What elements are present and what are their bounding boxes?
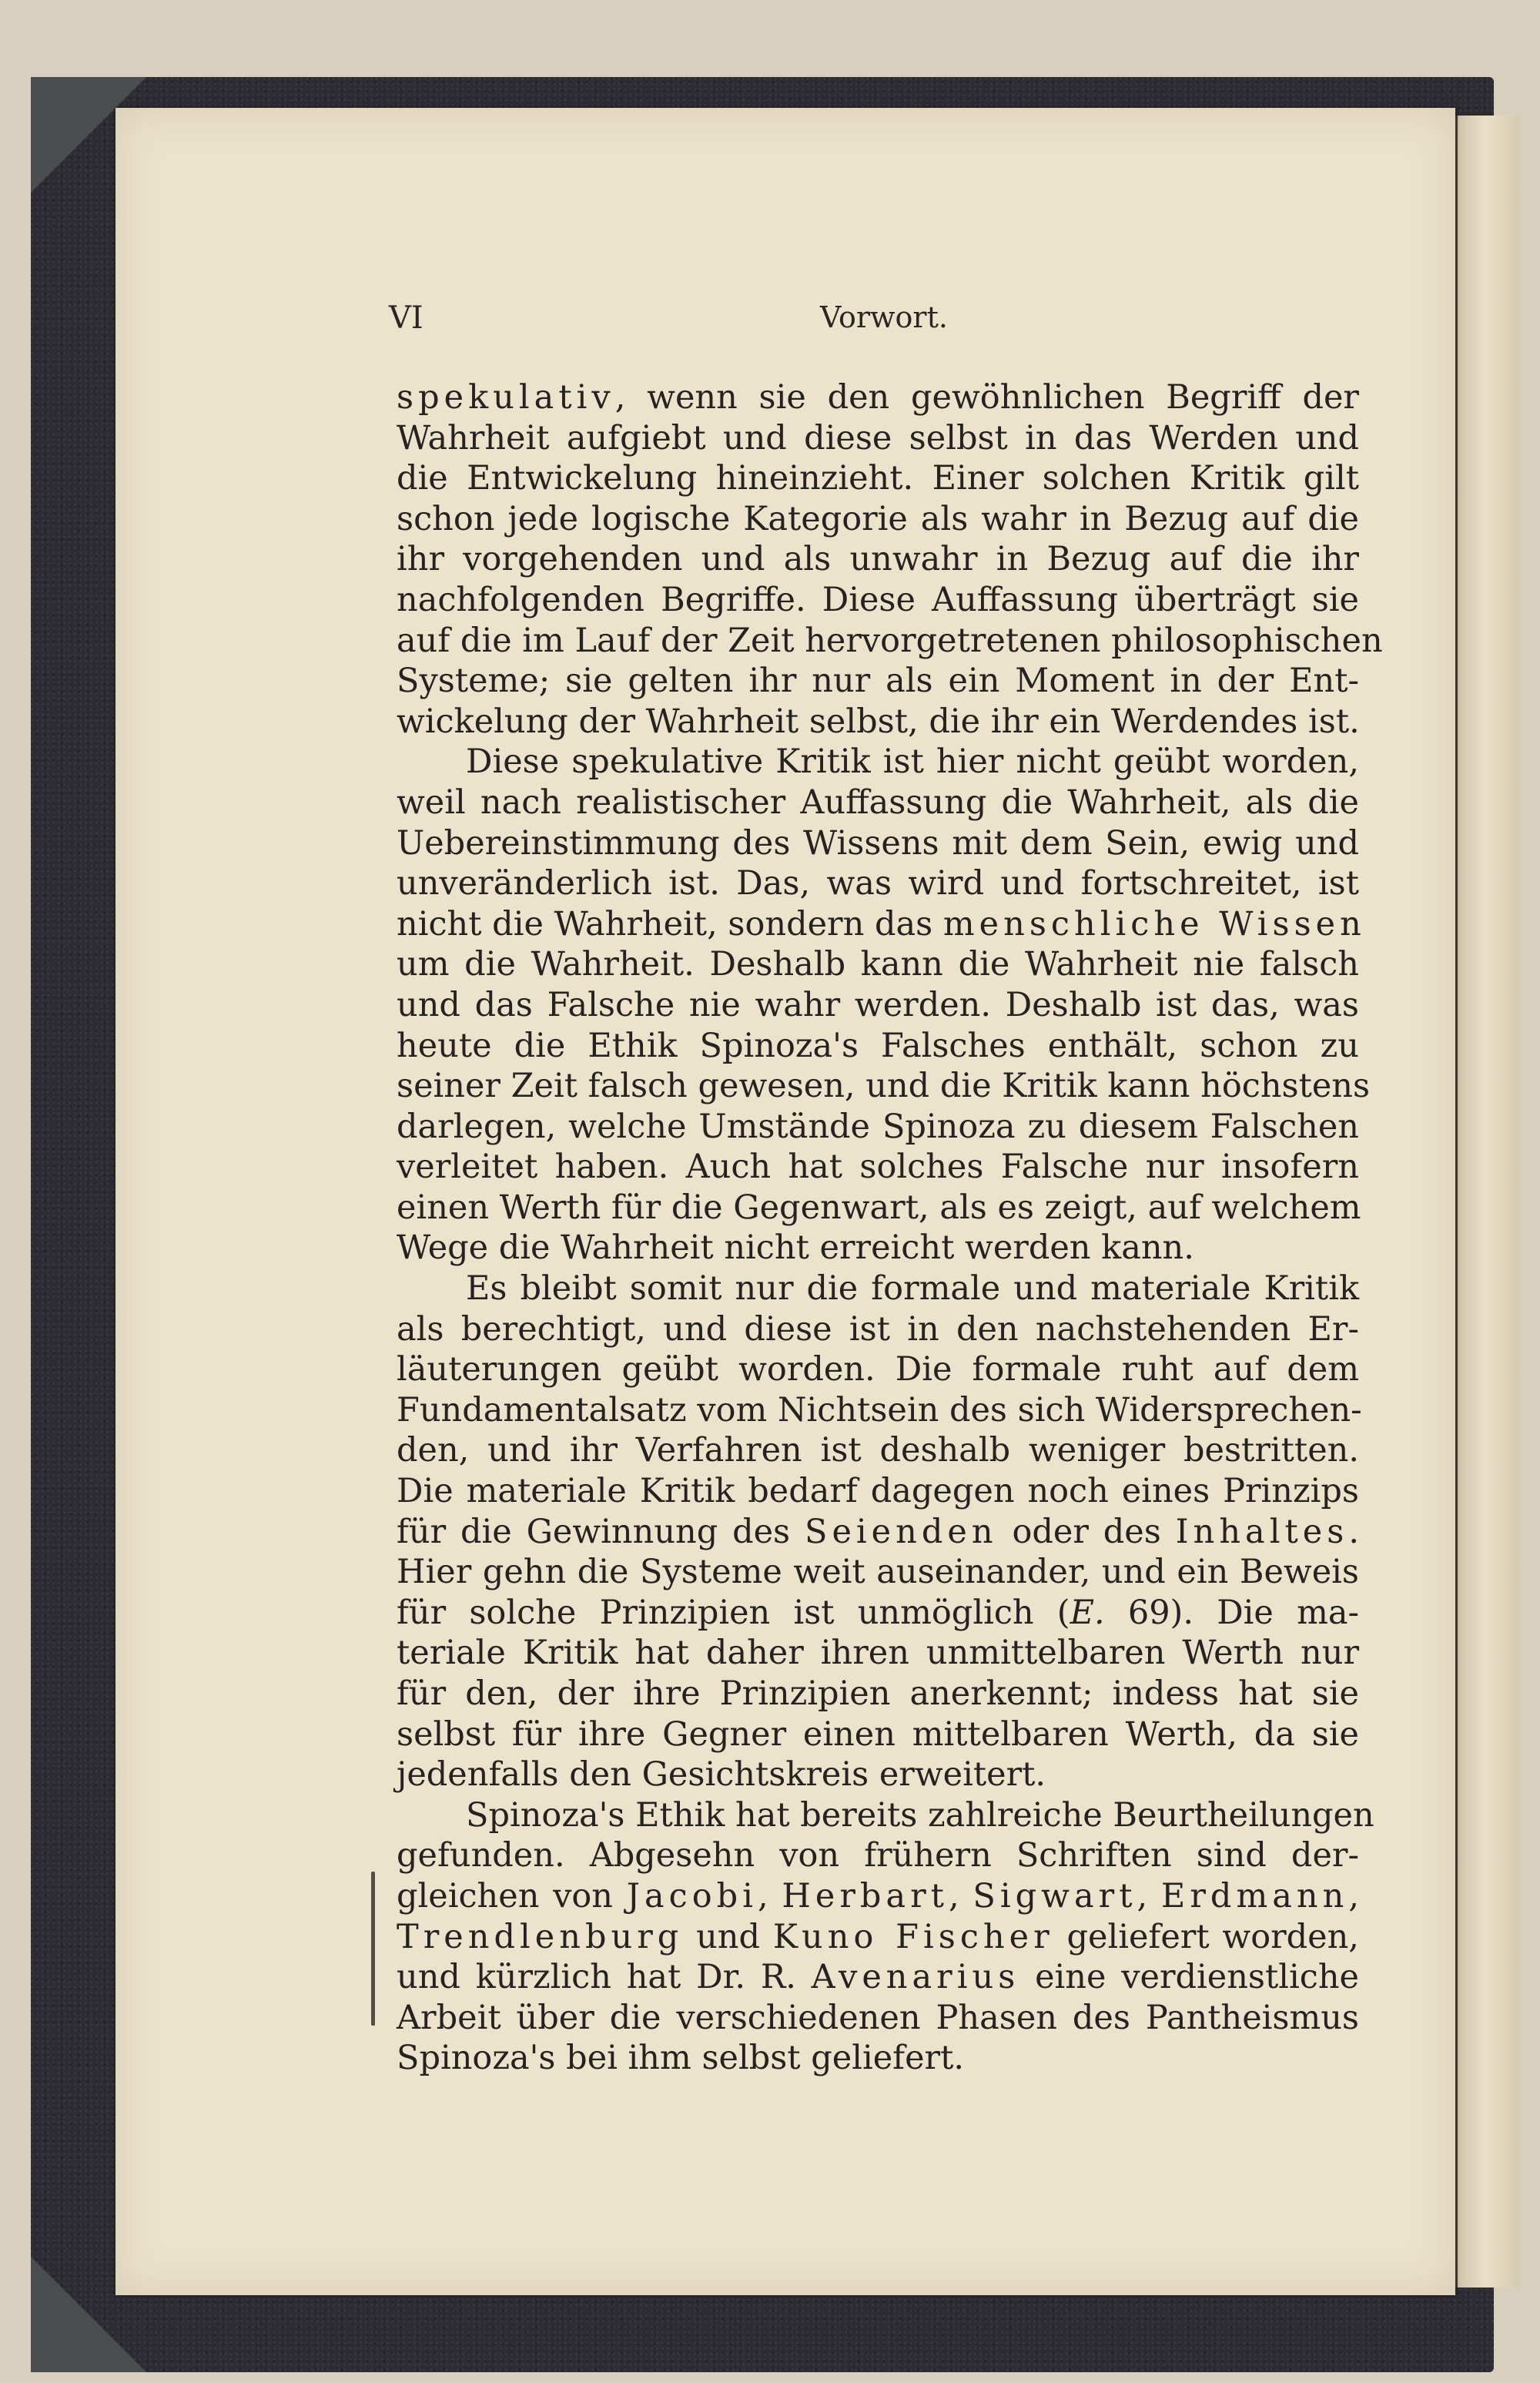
text-run: verleitet haben. Auch hat solches Falsche nur insofern xyxy=(397,1148,1359,1187)
text-run: gleichen von xyxy=(397,1876,627,1915)
spaced-emphasis: Seienden xyxy=(804,1512,998,1551)
text-run: seiner Zeit falsch gewesen, und die Kritik kann höchstens xyxy=(397,1067,1371,1106)
text-run: E. xyxy=(1070,1593,1105,1632)
text-line xyxy=(397,2038,1359,2079)
text-line xyxy=(397,1957,1359,1998)
text-run: Spinoza's bei ihm selbst geliefert. xyxy=(397,2039,965,2078)
text-run: Diese spekulative Kritik ist hier nicht geübt worden, xyxy=(466,742,1359,782)
text-run: oder des xyxy=(997,1512,1176,1551)
text-line xyxy=(397,1552,1359,1593)
text-run: Wege die Wahrheit nicht erreicht werden kann. xyxy=(397,1228,1194,1268)
spaced-emphasis: Erdmann xyxy=(1160,1876,1349,1915)
spaced-emphasis: Herbart xyxy=(782,1876,949,1915)
text-line xyxy=(397,1755,1359,1795)
text-run: als berechtigt, und diese ist in den nachstehenden Er- xyxy=(397,1309,1359,1349)
text-run: , xyxy=(948,1876,973,1915)
text-line xyxy=(397,1390,1362,1431)
text-run: für solche Prinzipien ist unmöglich ( xyxy=(397,1593,1070,1632)
text-line xyxy=(397,499,1359,540)
text-run: geliefert worden, xyxy=(1053,1917,1359,1956)
text-run: Arbeit über die verschiedenen Phasen des Pantheismus xyxy=(397,1998,1359,2037)
text-run: auf die im Lauf der Zeit hervorgetretenen philosophischen xyxy=(397,621,1383,660)
text-run: und das Falsche nie wahr werden. Deshalb ist das, was xyxy=(397,985,1359,1024)
spaced-emphasis: Trendlenburg xyxy=(397,1917,684,1956)
paragraph xyxy=(397,742,1371,1269)
text-line xyxy=(397,1107,1359,1148)
text-line xyxy=(397,1349,1359,1390)
text-line xyxy=(397,1512,1359,1553)
text-run: die Entwickelung hineinzieht. Einer solchen Kritik gilt xyxy=(397,459,1359,498)
text-line xyxy=(397,1633,1359,1674)
text-run: Systeme; sie gelten ihr nur als ein Moment in der Ent- xyxy=(397,662,1359,701)
text-line xyxy=(397,1795,1374,1836)
text-line xyxy=(397,702,1359,742)
text-run: für die Gewinnung des xyxy=(397,1512,805,1551)
text-run: Fundamentalsatz vom Nichtsein des sich Widersprechen- xyxy=(397,1390,1362,1429)
text-run: , xyxy=(1348,1876,1360,1915)
text-line xyxy=(397,458,1359,499)
text-run: ihr vorgehenden und als unwahr in Bezug auf die ihr xyxy=(397,540,1359,579)
text-run: den, und ihr Verfahren ist deshalb weniger bestritten. xyxy=(397,1431,1359,1470)
spaced-emphasis: menschliche Wissen xyxy=(942,904,1366,943)
spaced-emphasis: Jacobi xyxy=(626,1876,758,1915)
text-line xyxy=(397,1917,1359,1958)
text-line xyxy=(397,621,1383,662)
text-line xyxy=(397,1228,1359,1269)
text-run: , wenn sie den gewöhnlichen Begriff der xyxy=(614,378,1359,417)
text-line xyxy=(397,1593,1359,1634)
text-line xyxy=(397,1714,1359,1755)
text-run: darlegen, welche Umstände Spinoza zu diesem Falschen xyxy=(397,1107,1359,1146)
text-line xyxy=(397,944,1359,985)
body-text xyxy=(397,377,1383,2079)
text-line xyxy=(397,1674,1359,1714)
text-run: und kürzlich hat Dr. R. xyxy=(397,1958,812,1997)
text-line xyxy=(397,1147,1359,1188)
text-line xyxy=(397,1835,1359,1876)
text-run: Wahrheit aufgiebt und diese selbst in das Werden und xyxy=(397,418,1359,457)
text-line xyxy=(397,1876,1359,1917)
text-run: selbst für ihre Gegner einen mittelbaren Werth, da sie xyxy=(397,1714,1359,1754)
text-line xyxy=(397,985,1359,1026)
text-line xyxy=(397,1066,1371,1107)
text-run: jedenfalls den Gesichtskreis erweitert. xyxy=(397,1755,1046,1795)
text-run: 69). Die ma- xyxy=(1104,1593,1360,1632)
text-line xyxy=(397,1309,1359,1350)
text-run: nicht die Wahrheit, sondern das xyxy=(397,904,943,943)
spaced-emphasis: Sigwart xyxy=(973,1876,1137,1915)
text-run: Es bleibt somit nur die formale und materiale Kritik xyxy=(466,1269,1359,1309)
text-run: und xyxy=(683,1917,773,1956)
text-line xyxy=(397,1998,1359,2039)
spaced-emphasis: Inhaltes xyxy=(1175,1512,1349,1551)
text-run: eine verdienstliche xyxy=(1019,1958,1359,1997)
spaced-emphasis: Kuno Fischer xyxy=(772,1917,1054,1956)
text-line xyxy=(397,539,1359,580)
text-line xyxy=(397,783,1359,823)
spaced-emphasis: spekulativ xyxy=(397,378,615,417)
text-run: Die materiale Kritik bedarf dagegen noch eines Prinzips xyxy=(397,1472,1359,1511)
text-line xyxy=(397,823,1359,864)
text-run: gefunden. Abgesehn von frühern Schriften sind der- xyxy=(397,1836,1359,1875)
text-run: Spinoza's Ethik hat bereits zahlreiche Beurtheilungen xyxy=(466,1795,1374,1835)
text-run: Uebereinstimmung des Wissens mit dem Sein, ewig und xyxy=(397,823,1359,863)
text-run: , xyxy=(757,1876,782,1915)
text-run: läuterungen geübt worden. Die formale ruht auf dem xyxy=(397,1350,1359,1389)
text-line xyxy=(397,1188,1359,1228)
text-line xyxy=(397,742,1359,783)
running-title: Vorwort. xyxy=(820,300,948,334)
text-line xyxy=(397,580,1359,621)
text-run: schon jede logische Kategorie als wahr in Bezug auf die xyxy=(397,499,1359,538)
text-run: unveränderlich ist. Das, was wird und fortschreitet, ist xyxy=(397,864,1359,903)
text-line xyxy=(397,418,1359,459)
text-run: nachfolgenden Begriffe. Diese Auffassung überträgt sie xyxy=(397,580,1359,619)
text-run: wickelung der Wahrheit selbst, die ihr ein Werdendes ist. xyxy=(397,702,1360,741)
text-run: einen Werth für die Gegenwart, als es zeigt, auf welchem xyxy=(397,1188,1361,1227)
margin-pencil-mark xyxy=(371,1872,375,2026)
paragraph xyxy=(397,1269,1362,1795)
text-run: , xyxy=(1137,1876,1161,1915)
paragraph xyxy=(397,377,1383,742)
text-run: um die Wahrheit. Deshalb kann die Wahrheit nie falsch xyxy=(397,945,1359,984)
text-line xyxy=(397,1430,1359,1471)
text-line xyxy=(397,904,1366,945)
text-line xyxy=(397,661,1359,702)
text-run: teriale Kritik hat daher ihren unmittelbaren Werth nur xyxy=(397,1634,1359,1673)
paragraph xyxy=(397,1795,1374,2079)
text-run: weil nach realistischer Auffassung die Wahrheit, als die xyxy=(397,783,1359,822)
text-run: . xyxy=(1348,1512,1359,1551)
text-line xyxy=(397,377,1359,418)
text-run: heute die Ethik Spinoza's Falsches enthält, schon zu xyxy=(397,1026,1359,1065)
text-line xyxy=(397,1269,1359,1309)
facing-page-edge xyxy=(1455,116,1519,2287)
spaced-emphasis: Avenarius xyxy=(811,1958,1020,1997)
text-line xyxy=(397,1026,1359,1067)
text-line xyxy=(397,1471,1359,1512)
text-run: Hier gehn die Systeme weit auseinander, und ein Beweis xyxy=(397,1553,1359,1592)
text-run: für den, der ihre Prinzipien anerkennt; indess hat sie xyxy=(397,1674,1359,1713)
text-line xyxy=(397,863,1359,904)
running-head xyxy=(389,300,1344,347)
page-number: VI xyxy=(389,300,424,336)
